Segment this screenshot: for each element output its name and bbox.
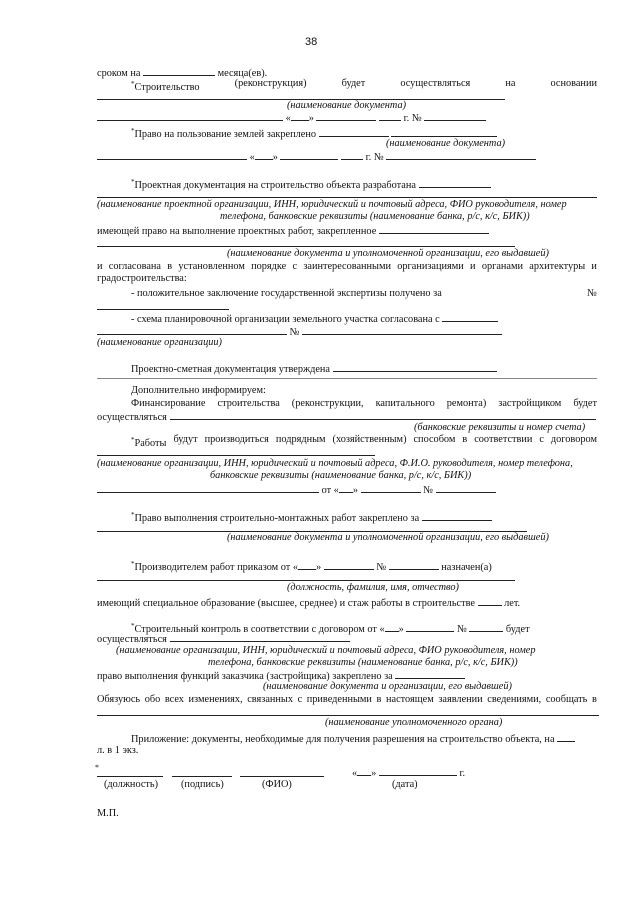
position-line [97, 776, 163, 777]
contractor-caption-1: (наименование организации, ИНН, юридический и почтовый адреса, Ф.И.О. руководителя, номер телефона, [97, 458, 573, 469]
financing-line: Финансирование строительства (реконструкции, капитального ремонта) застройщиком будет [131, 398, 597, 409]
designer-caption-1: (наименование проектной организации, ИНН, юридический и почтовый адреса, ФИО руководителя, номер [97, 199, 567, 210]
agreed-line-2: градостроительства: [97, 273, 187, 284]
doc-name-caption-2: (наименование документа) [386, 138, 506, 149]
signature-caption: (подпись) [181, 779, 224, 790]
oblige-line: Обязуюсь обо всех изменениях, связанных с приведенными в настоящем заявлении сведениями, сообщать в [97, 694, 597, 705]
fill-line [97, 197, 597, 198]
org-caption: (наименование организации) [97, 337, 222, 348]
control-line-2: осуществляться [97, 632, 350, 646]
date-caption: (дата) [392, 779, 418, 790]
contractor-caption-2: банковские реквизиты (наименование банка, р/с, к/с, БИК)) [210, 470, 472, 481]
agreed-line: и согласована в установленном порядке с заинтересованными организациями и органами архитектуры и [97, 261, 597, 272]
term-label: сроком на месяца(ев). [97, 68, 268, 79]
doc-name-caption: (наименование документа) [287, 100, 407, 111]
sign-asterisk: * [95, 763, 99, 772]
signature-line [172, 776, 232, 777]
appendix-line: Приложение: документы, необходимые для получения разрешения на строительство объекта, на [131, 732, 575, 746]
bank-caption: (банковские реквизиты и номер счета) [414, 422, 586, 433]
contract-date-line: от « » № [97, 483, 496, 497]
designer-caption-2: телефона, банковские реквизиты (наименование банка, р/с, к/с, БИК)) [220, 211, 530, 222]
customer-caption: (наименование документа и организации, его выдавшей) [263, 681, 512, 692]
doc-date-line: « » г. № [97, 111, 486, 125]
fill-line [97, 246, 515, 247]
expertise-line: - положительное заключение государственной экспертизы получено за [131, 288, 442, 299]
fio-line [240, 776, 324, 777]
fill-line [97, 455, 375, 456]
authorized-doc-caption: (наименование документа и уполномоченной организации, его выдавшей) [227, 248, 549, 259]
fio-caption: (ФИО) [262, 779, 292, 790]
control-caption-1: (наименование организации, ИНН, юридический и почтовый адреса, ФИО руководителя, номер [116, 645, 536, 656]
date-line: « » г. [352, 768, 466, 779]
person-caption: (должность, фамилия, имя, отчество) [287, 582, 459, 593]
land-right-line: *Право на пользование землей закреплено [131, 125, 497, 141]
estimate-line: Проектно-сметная документация утверждена [131, 362, 497, 376]
cm-right-line: *Право выполнения строительно-монтажных работ закреплено за [131, 509, 492, 525]
expertise-number: № [587, 288, 597, 299]
additional-info: Дополнительно информируем: [131, 385, 266, 396]
appendix-line-2: л. в 1 экз. [97, 745, 139, 756]
works-line: *Работы будут производиться подрядным (хозяйственным) способом в соответствии с договором [131, 434, 597, 449]
fill-line [97, 715, 599, 716]
authorized-doc-caption-2: (наименование документа и уполномоченной организации, его выдавшей) [227, 532, 549, 543]
authority-caption: (наименование уполномоченного органа) [325, 717, 503, 728]
scheme-number-line: № [97, 325, 502, 339]
education-line: имеющий специальное образование (высшее, среднее) и стаж работы в строительстве лет. [97, 598, 521, 609]
control-line: *Строительный контроль в соответствии с договором от « » № будет [131, 622, 530, 635]
construction-basis-line: *Строительство (реконструкция) будет осуществляться на основании [131, 78, 597, 93]
scheme-line: - схема планировочной организации земельного участка согласована с [131, 312, 498, 326]
project-doc-line: *Проектная документация на строительство объекта разработана [131, 176, 491, 192]
producer-line: *Производителем работ приказом от « » № назначен(а) [131, 560, 492, 573]
land-date-line: « » г. № [97, 150, 536, 164]
fill-line [97, 309, 229, 310]
stamp-label: М.П. [97, 808, 119, 819]
page-number: 38 [305, 36, 318, 48]
customer-right-line: право выполнения функций заказчика (застройщика) закреплено за [97, 669, 465, 683]
financing-line-2: осуществляться [97, 410, 596, 424]
fill-line [97, 378, 597, 379]
control-caption-2: телефона, банковские реквизиты (наименование банка, р/с, к/с, БИК)) [208, 657, 518, 668]
fill-line [97, 580, 515, 581]
position-caption: (должность) [104, 779, 159, 790]
design-right-line: имеющей право на выполнение проектных работ, закрепленное [97, 224, 489, 238]
